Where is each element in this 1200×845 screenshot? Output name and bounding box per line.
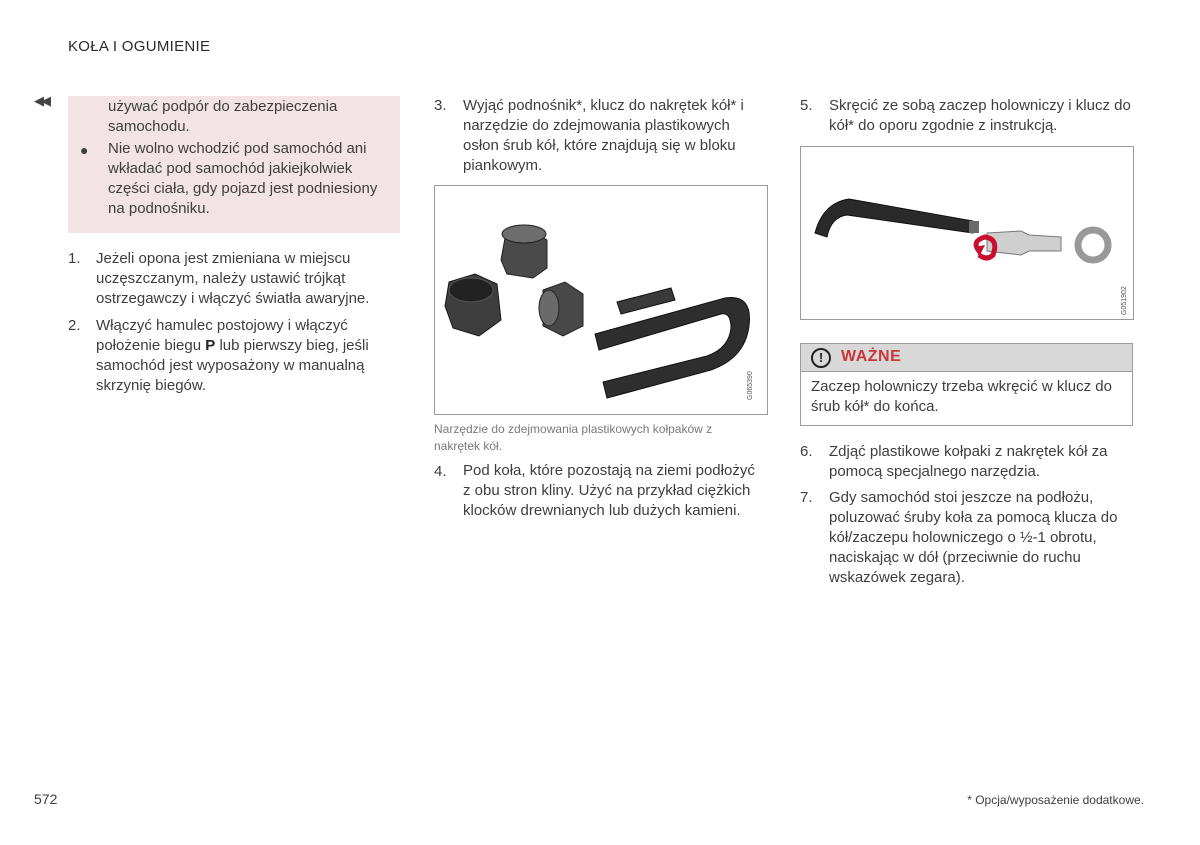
bullet-icon: ● — [80, 142, 89, 158]
important-header — [801, 344, 1132, 372]
cap-tool-illustration — [435, 186, 767, 414]
warning-text: używać podpór do zabezpieczenia samochodu. — [108, 98, 338, 135]
page-title: KOŁA I OGUMIENIE — [68, 38, 211, 55]
step-text: Wyjąć podnośnik*, klucz do nakrętek kół* i narzędzie do zdejmowania plastikowych osłon śrub kół, które znajdują się w bloku piankowym. — [463, 97, 744, 174]
footnote: * Opcja/wyposażenie dodatkowe. — [967, 793, 1144, 807]
step-number: 2. — [68, 317, 81, 334]
figure-caption: Narzędzie do zdejmowania plastikowych kołpaków z nakrętek kół. — [434, 422, 713, 453]
step-text: Włączyć hamulec postojowy i włączyć położenie biegu P lub pierwszy bieg, jeśli samochód jest wyposażony w manualną skrzynię biegów. — [96, 317, 369, 394]
important-title: WAŻNE — [841, 348, 902, 365]
back-arrows-icon[interactable]: ◀◀ — [34, 93, 48, 108]
step-number: 6. — [800, 443, 813, 460]
important-notice — [800, 343, 1133, 426]
step-text: Jeżeli opona jest zmieniana w miejscu uczęszczanym, należy ustawić trójkąt ostrzegawczy i włączyć światła awaryjne. — [96, 250, 370, 307]
step-text: Skręcić ze sobą zaczep holowniczy i klucz do kół* do oporu zgodnie z instrukcją. — [829, 97, 1131, 134]
exclamation-icon: ! — [811, 348, 831, 368]
wheel-wrench-tow-eye-image — [800, 146, 1134, 320]
step-text: Zdjąć plastikowe kołpaki z nakrętek kół za pomocą specjalnego narzędzia. — [829, 443, 1108, 480]
wrench-tow-eye-illustration — [801, 147, 1133, 319]
step-number: 5. — [800, 97, 813, 114]
gear-p-label: P — [205, 337, 216, 354]
step-number: 1. — [68, 250, 81, 267]
important-text: Zaczep holowniczy trzeba wkręcić w klucz do śrub kół* do końca. — [811, 378, 1112, 415]
figure-code: G051902 — [1121, 286, 1128, 315]
page-number: 572 — [34, 791, 58, 807]
step-number: 7. — [800, 489, 813, 506]
step-number: 4. — [434, 463, 447, 480]
step-number: 3. — [434, 97, 447, 114]
cap-removal-tool-image — [434, 185, 768, 415]
figure-code: G065390 — [747, 371, 754, 400]
step-text: Gdy samochód stoi jeszcze na podłożu, poluzować śruby koła za pomocą klucza do kół/zaczepu holowniczego o ½-1 obrotu, naciskając w dół (przeciwnie do ruchu wskazówek zegara). — [829, 489, 1118, 586]
step-text: Pod koła, które pozostają na ziemi podłożyć z obu stron kliny. Użyć na przykład ciężkich klocków drewnianych lub dużych kamieni. — [463, 462, 755, 519]
warning-bullet: Nie wolno wchodzić pod samochód ani wkładać pod samochód jakiejkolwiek części ciała, gdy pojazd jest podniesiony na podnośniku. — [108, 140, 378, 217]
